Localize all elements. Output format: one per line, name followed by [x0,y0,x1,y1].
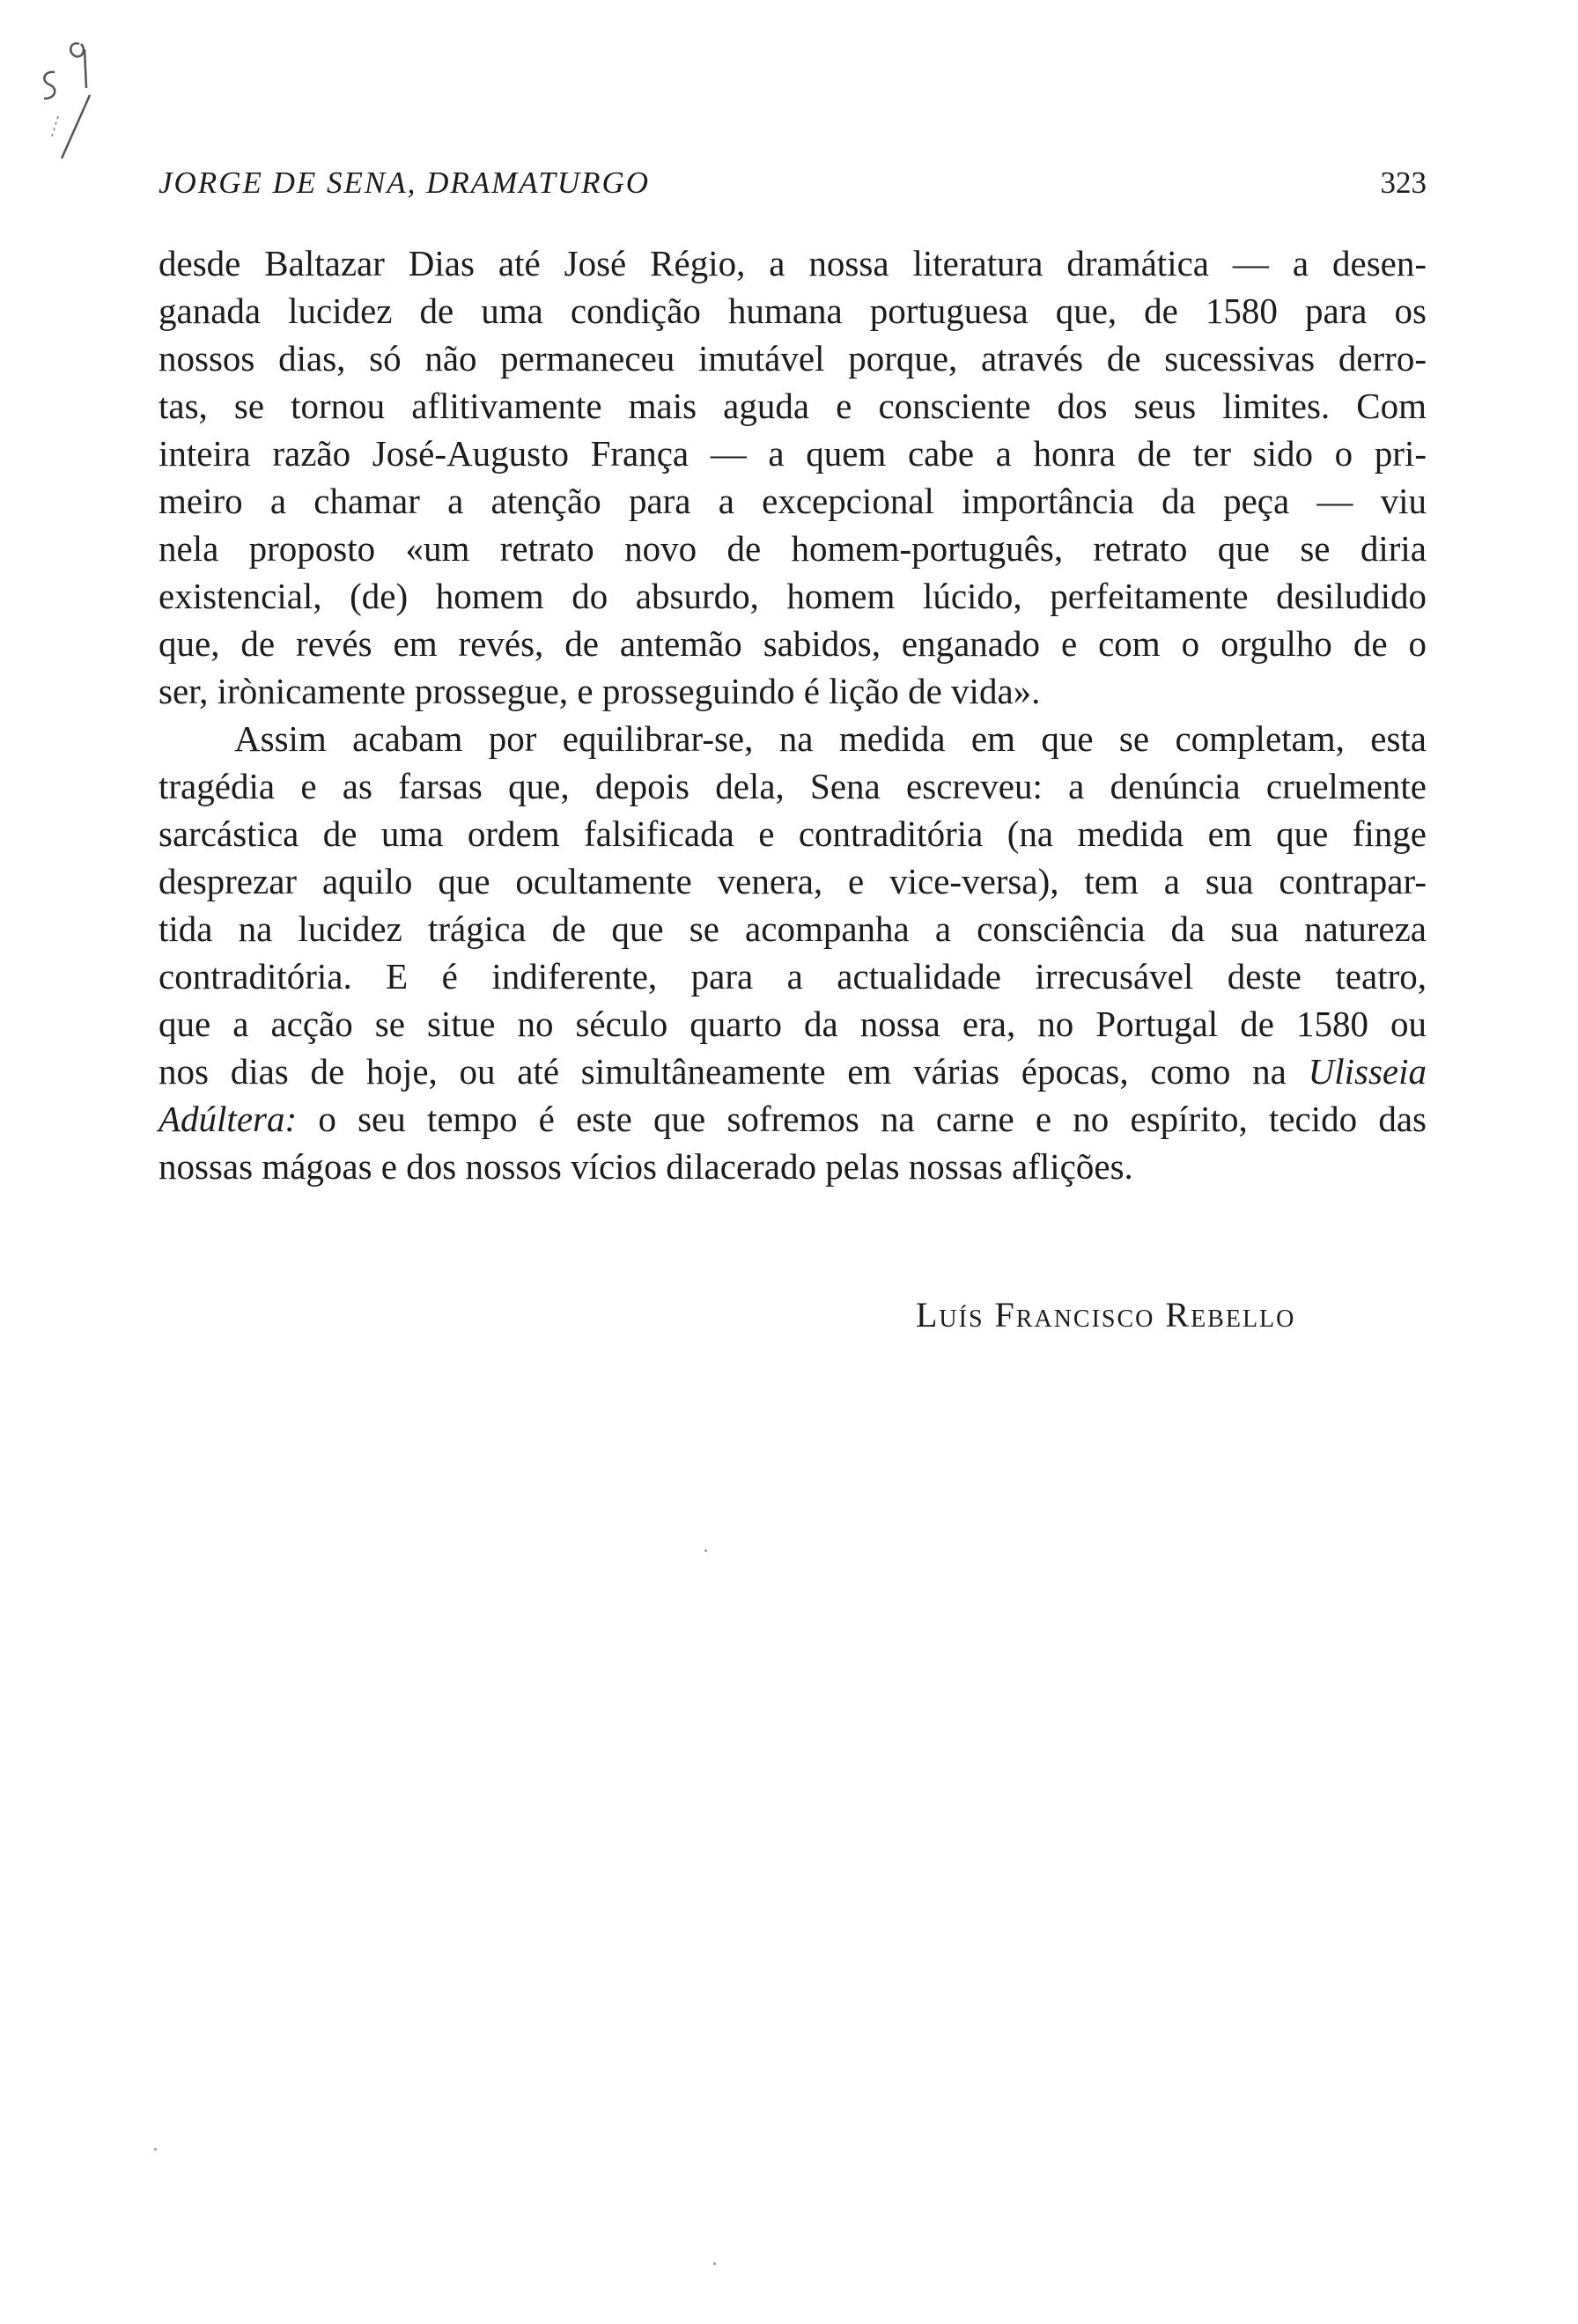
text-line: nela proposto «um retrato novo de homem-português, retrato que se diria [159,528,1427,569]
text-segment: o seu tempo é este que sofremos na carne e no espírito, tecido das [318,1099,1427,1139]
text-line: desde Baltazar Dias até José Régio, a nossa literatura dramática — a desen- [159,243,1427,283]
italic-title: Adúltera: [159,1099,298,1139]
text-line: nossas mágoas e dos nossos vícios dilacerado pelas nossas aflições. [159,1146,1133,1187]
scan-speck [713,2262,716,2265]
text-line: inteira razão José-Augusto França — a quem cabe a honra de ter sido o pri- [159,433,1427,474]
running-head [159,165,1427,210]
text-line: tida na lucidez trágica de que se acompanha a consciência da sua natureza [159,908,1427,949]
scan-speck [154,2148,157,2151]
text-line: nossos dias, só não permaneceu imutável porque, através de sucessivas derro- [159,338,1427,379]
paragraph-2 [159,715,1427,1190]
text-line: ser, irònicamente prossegue, e prosseguindo é lição de vida». [159,671,1041,711]
text-segment: nos dias de hoje, ou até simultâneamente em várias épocas, como na [159,1051,1287,1092]
running-title: JORGE DE SENA, DRAMATURGO [159,165,651,200]
handwritten-page-note [18,18,114,158]
text-line-with-italic [159,1095,1427,1143]
text-line-with-italic [159,1048,1427,1095]
italic-title: Ulisseia [1308,1051,1427,1092]
text-line: tas, se tornou aflitivamente mais aguda e consciente dos seus limites. Com [159,386,1427,426]
text-line: que, de revés em revés, de antemão sabidos, enganado e com o orgulho de o [159,623,1427,664]
author-signature: Luís Francisco Rebello [916,1295,1296,1335]
text-line: Assim acabam por equilibrar-se, na medida em que se completam, esta [234,718,1427,759]
paragraph-1 [159,239,1427,715]
text-line: tragédia e as farsas que, depois dela, Sena escreveu: a denúncia cruelmente [159,766,1427,806]
page-number: 323 [1380,165,1427,200]
text-line: sarcástica de uma ordem falsificada e contraditória (na medida em que finge [159,813,1427,854]
text-line: meiro a chamar a atenção para a excepcional importância da peça — viu [159,481,1427,521]
body-text [159,239,1427,1190]
text-line: que a acção se situe no século quarto da nossa era, no Portugal de 1580 ou [159,1004,1427,1044]
text-line: contraditória. E é indiferente, para a actualidade irrecusável deste teatro, [159,956,1427,997]
text-line: ganada lucidez de uma condição humana portuguesa que, de 1580 para os [159,290,1427,331]
text-line: existencial, (de) homem do absurdo, homem lúcido, perfeitamente desiludido [159,576,1427,616]
scan-speck [704,1549,707,1552]
text-line: desprezar aquilo que ocultamente venera, e vice-versa), tem a sua contrapar- [159,861,1427,901]
